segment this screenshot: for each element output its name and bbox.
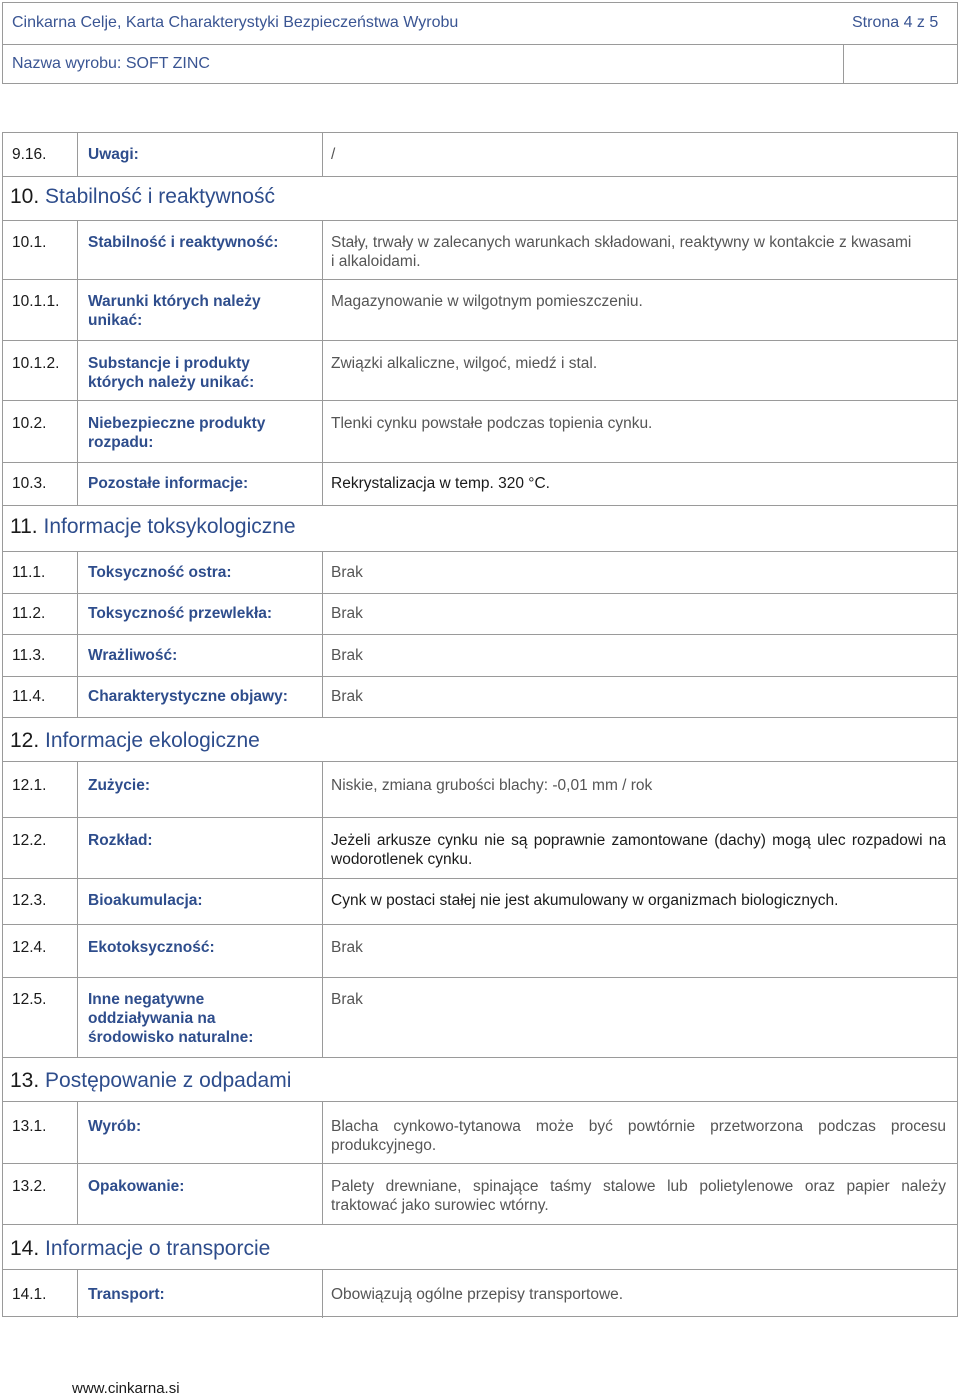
row-label: Zużycie: (88, 777, 151, 794)
row-number: 13.2. (12, 1178, 47, 1195)
row-value: i alkaloidami. (331, 253, 421, 270)
row-number: 11.3. (12, 647, 46, 664)
row-value: Brak (331, 564, 363, 581)
section-title: Informacje ekologiczne (45, 729, 260, 752)
row-label: Charakterystyczne objawy: (88, 688, 288, 705)
section-heading (10, 1237, 270, 1261)
row-label: Wyrób: (88, 1118, 142, 1135)
section-heading (10, 729, 260, 753)
row-label: Bioakumulacja: (88, 892, 203, 909)
row-label: Pozostałe informacje: (88, 475, 249, 492)
row-number: 12.2. (12, 832, 47, 849)
row-number: 11.1. (12, 564, 46, 581)
document-header (2, 2, 958, 84)
row-value: Brak (331, 647, 363, 664)
row-value: Blacha cynkowo-tytanowa może być powtórnie przetworzona podczas procesu produkcyjnego. (331, 1118, 946, 1154)
document-title: Cinkarna Celje, Karta Charakterystyki Bezpieczeństwa Wyrobu (12, 14, 459, 31)
row-label: Transport: (88, 1286, 165, 1303)
row-number: 12.4. (12, 939, 47, 956)
section-number: 12. (10, 729, 40, 752)
row-value: Stały, trwały w zalecanych warunkach składowani, reaktywny w kontakcie z kwasami (331, 234, 912, 251)
row-value: / (331, 146, 336, 163)
row-value: Jeżeli arkusze cynku nie są poprawnie zamontowane (dachy) mogą ulec rozpadowi na wodorotlenek cynku. (331, 832, 946, 868)
header-divider (843, 44, 844, 84)
section-number: 13. (10, 1069, 40, 1092)
row-number: 12.1. (12, 777, 47, 794)
row-number: 13.1. (12, 1118, 47, 1135)
section-heading (10, 1069, 291, 1093)
row-number: 9.16. (12, 146, 47, 163)
row-label: Wrażliwość: (88, 647, 178, 664)
row-value: Cynk w postaci stałej nie jest akumulowany w organizmach biologicznych. (331, 892, 839, 909)
row-number: 10.3. (12, 475, 47, 492)
row-value: Brak (331, 991, 363, 1008)
row-label: unikać: (88, 312, 143, 329)
section-title: Informacje toksykologiczne (43, 515, 296, 538)
row-label: Uwagi: (88, 146, 139, 163)
row-value: Magazynowanie w wilgotnym pomieszczeniu. (331, 293, 643, 310)
section-title: Stabilność i reaktywność (45, 185, 275, 208)
row-label: oddziaływania na (88, 1010, 216, 1027)
row-number: 14.1. (12, 1286, 47, 1303)
section-number: 14. (10, 1237, 40, 1260)
row-value: Obowiązują ogólne przepisy transportowe. (331, 1286, 624, 1303)
row-number: 12.5. (12, 991, 47, 1008)
row-value: Brak (331, 939, 363, 956)
row-value: Rekrystalizacja w temp. 320 °C. (331, 475, 550, 492)
row-number: 10.1.1. (12, 293, 60, 310)
section-title: Postępowanie z odpadami (45, 1069, 292, 1092)
row-label: Niebezpieczne produkty (88, 415, 266, 432)
row-number: 10.1.2. (12, 355, 60, 372)
row-label: których należy unikać: (88, 374, 255, 391)
row-number: 11.2. (12, 605, 46, 622)
row-value: Brak (331, 688, 363, 705)
section-number: 11. (10, 515, 38, 538)
row-label: Stabilność i reaktywność: (88, 234, 279, 251)
section-number: 10. (10, 185, 40, 208)
section-heading (10, 185, 275, 209)
row-value: Brak (331, 605, 363, 622)
row-label: Ekotoksyczność: (88, 939, 215, 956)
section-title: Informacje o transporcie (45, 1237, 271, 1260)
footer-url[interactable]: www.cinkarna.si (72, 1380, 180, 1397)
product-name: Nazwa wyrobu: SOFT ZINC (12, 55, 210, 72)
row-label: Opakowanie: (88, 1178, 185, 1195)
page-number: Strona 4 z 5 (852, 14, 939, 31)
row-label: Warunki których należy (88, 293, 261, 310)
row-label: Substancje i produkty (88, 355, 250, 372)
row-number: 11.4. (12, 688, 46, 705)
section-heading (10, 515, 296, 539)
row-label: rozpadu: (88, 434, 154, 451)
row-number: 12.3. (12, 892, 47, 909)
row-label: Rozkład: (88, 832, 153, 849)
row-value: Związki alkaliczne, wilgoć, miedź i stal. (331, 355, 598, 372)
row-number: 10.1. (12, 234, 47, 251)
row-number: 10.2. (12, 415, 47, 432)
row-label: środowisko naturalne: (88, 1029, 254, 1046)
row-label: Inne negatywne (88, 991, 205, 1008)
row-label: Toksyczność przewlekła: (88, 605, 273, 622)
row-label: Toksyczność ostra: (88, 564, 232, 581)
row-value: Tlenki cynku powstałe podczas topienia cynku. (331, 415, 653, 432)
row-value: Palety drewniane, spinające taśmy stalowe lub polietylenowe oraz papier należy traktować jako surowiec wtórny. (331, 1178, 946, 1214)
row-value: Niskie, zmiana grubości blachy: -0,01 mm / rok (331, 777, 653, 794)
